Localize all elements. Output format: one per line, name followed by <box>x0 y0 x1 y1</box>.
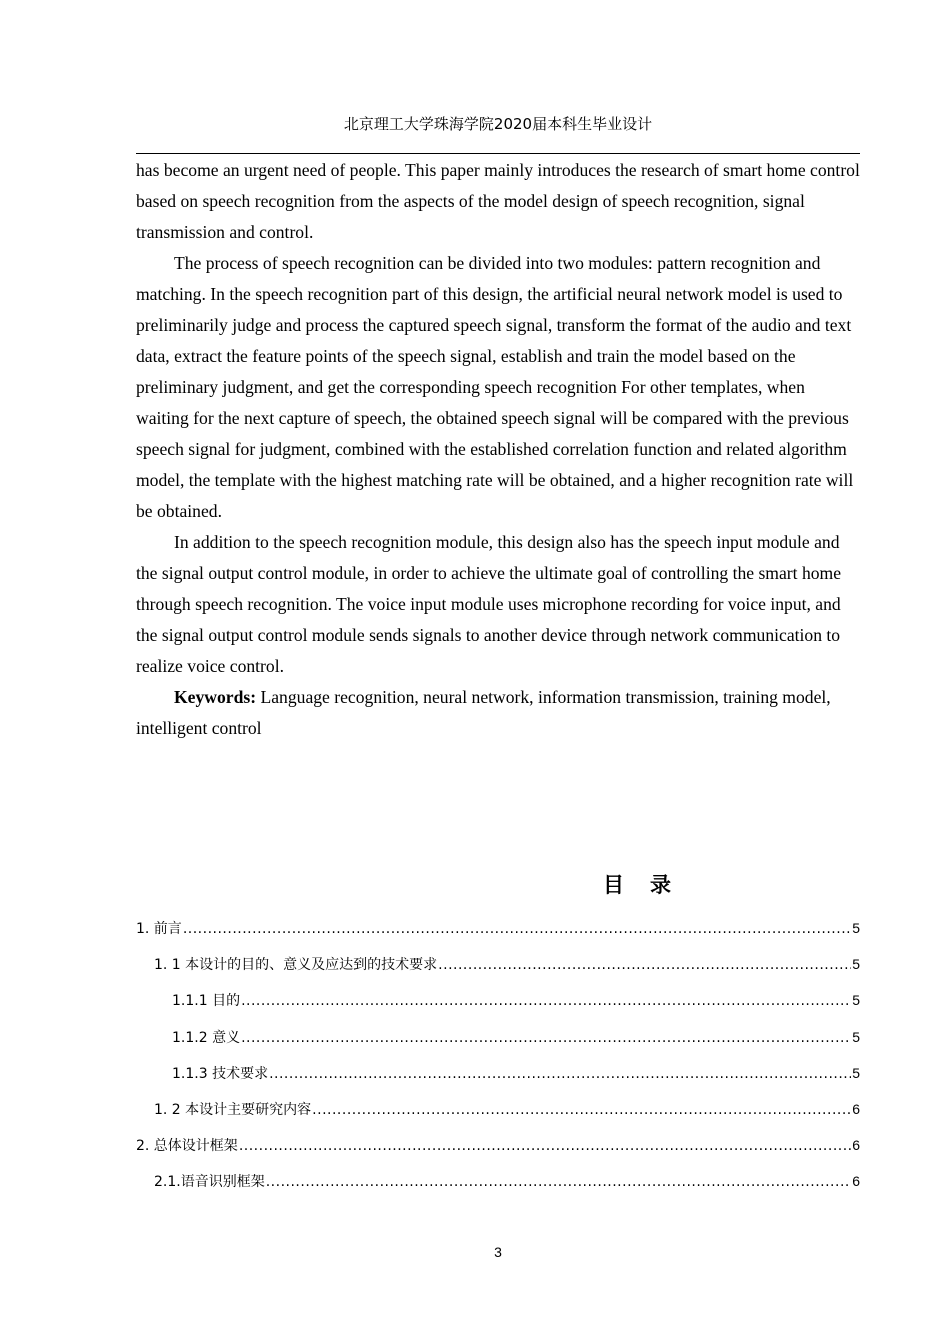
toc-entry-label: 2. 总体设计框架 <box>136 1138 238 1155</box>
toc-entry-page: 5 <box>852 956 860 973</box>
toc-entry-purpose-significance[interactable] <box>136 954 860 990</box>
abstract-body <box>136 155 860 744</box>
toc-entry-significance[interactable] <box>136 1027 860 1063</box>
paragraph-3: In addition to the speech recognition module, this design also has the speech input module and the signal output control module, in order to achieve the ultimate goal of controlling the smart home through speech recognition. The voice input module uses microphone recording for voice input, and the signal output control module sends signals to another device through network communication to realize voice control. <box>136 532 842 676</box>
toc-entry-label: 2.1.语音识别框架 <box>154 1174 265 1191</box>
toc-entry-label: 1. 前言 <box>136 921 182 937</box>
toc-entry-page: 6 <box>852 1100 860 1117</box>
paragraph-2: The process of speech recognition can be divided into two modules: pattern recognition and matching. In the speech recognition part of this design, the artificial neural network model is used to preliminarily judge and process the captured speech signal, transform the format of the audio and text data, extract the feature points of the speech signal, establish and train the model based on the preliminary judgment, and get the corresponding speech recognition For other templates, when waiting for the next capture of speech, the obtained speech signal will be compared with the previous speech signal for judgment, combined with the established correlation function and related algorithm model, the template with the highest matching rate will be obtained, and a higher recognition rate will be obtained. <box>136 253 854 521</box>
toc-entry-label: 1.1.1 目的 <box>172 993 241 1010</box>
toc-entry-label: 1. 2 本设计主要研究内容 <box>154 1101 312 1118</box>
keywords-paragraph <box>136 682 860 744</box>
keywords-label: Keywords: <box>174 687 257 707</box>
toc-entry-page: 6 <box>852 1137 860 1154</box>
toc-entry-overall-framework[interactable] <box>136 1135 860 1171</box>
toc-leader-dots <box>438 955 851 975</box>
toc-entry-label: 1.1.2 意义 <box>172 1029 241 1046</box>
toc-entry-label: 1. 1 本设计的目的、意义及应达到的技术要求 <box>154 957 438 974</box>
paragraph-1: has become an urgent need of people. This paper mainly introduces the research of smart home control based on speech recognition from the aspects of the model design of speech recognition, signal transmission and control. <box>136 160 860 242</box>
page-number: 3 <box>494 1244 502 1260</box>
keywords-text: Language recognition, neural network, information transmission, training model, intelligent control <box>136 687 831 738</box>
running-header: 北京理工大学珠海学院2020届本科生毕业设计 <box>343 115 653 133</box>
toc-leader-dots <box>266 1172 851 1192</box>
toc-entry-research-content[interactable] <box>136 1099 860 1135</box>
toc-entry-page: 5 <box>852 992 860 1009</box>
toc-entry-foreword[interactable] <box>136 918 860 954</box>
toc-entry-page: 6 <box>852 1173 860 1190</box>
header-rule <box>136 153 860 154</box>
table-of-contents <box>136 918 860 1208</box>
toc-leader-dots <box>241 1028 851 1048</box>
toc-entry-tech-requirements[interactable] <box>136 1063 860 1099</box>
toc-leader-dots <box>183 919 851 939</box>
toc-leader-dots <box>239 1136 851 1156</box>
toc-entry-label: 1.1.3 技术要求 <box>172 1065 269 1082</box>
toc-entry-speech-framework[interactable] <box>136 1171 860 1207</box>
toc-entry-purpose[interactable] <box>136 990 860 1026</box>
toc-leader-dots <box>241 991 851 1011</box>
toc-leader-dots <box>269 1064 851 1084</box>
toc-entry-page: 5 <box>852 1028 860 1045</box>
toc-title: 目录 <box>603 873 697 897</box>
toc-leader-dots <box>312 1100 851 1120</box>
toc-entry-page: 5 <box>852 920 860 936</box>
toc-entry-page: 5 <box>852 1064 860 1081</box>
